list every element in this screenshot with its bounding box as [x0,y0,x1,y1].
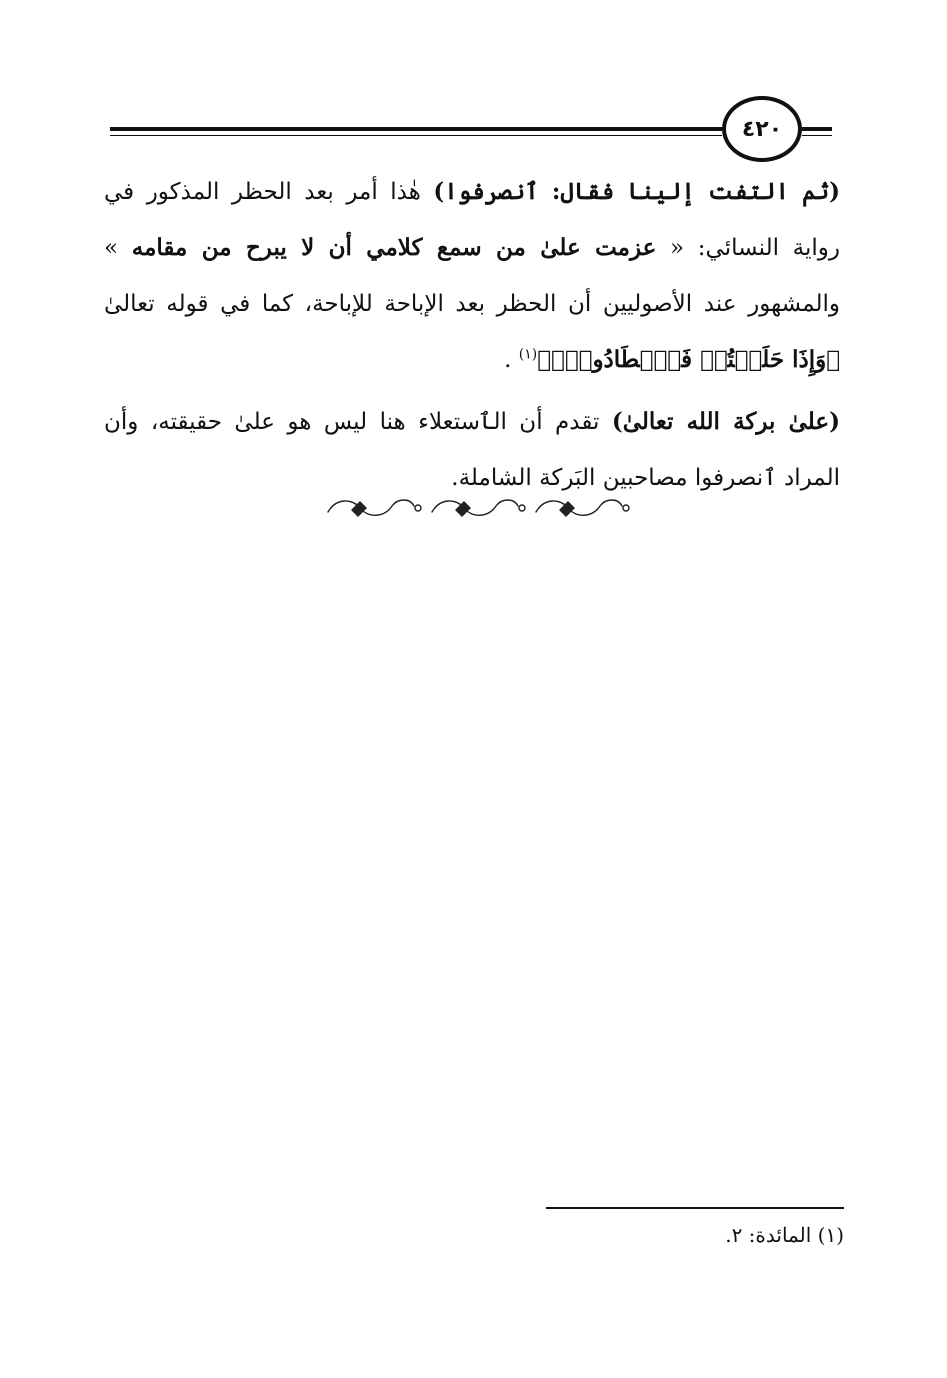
footnote-number: (١) [817,1223,844,1247]
paragraph-text: تقدم أن الٱستعلاء هنا ليس هو علىٰ حقيقته، وأن المراد ٱنصرفوا مصاحبين البَركة الشاملة. [104,409,840,491]
header-rule-right-thin [802,135,832,136]
header-rule-right [802,127,832,131]
ornament-motif [328,500,421,516]
paragraph-text: » والمشهور عند الأصوليين أن الحظر بعد الإباحة للإباحة، كما في قوله تعالىٰ [104,235,840,317]
page-header [110,96,840,168]
page-number-frame [722,96,802,162]
ornament-motif [536,500,629,516]
lead-phrase: (ثم التفت إلينا فقال: ٱنصرفوا) [433,178,840,205]
paragraph-text: هٰذا أمر بعد الحظر المذكور في رواية النسائي: « [104,179,840,261]
footnote-text: المائدة: ٢. [725,1223,812,1247]
quoted-hadith: عزمت علىٰ من سمع كلامي أن لا يبرح من مقامه [131,234,657,261]
section-ornament-icon [322,490,634,524]
paragraph-end: . [504,347,519,373]
header-rule [110,127,722,131]
quran-verse: ﴿وَإِذَا حَلَلۡتُمۡ فَٱصۡطَادُواْۚ﴾ [537,346,840,373]
paragraph-1 [104,164,840,388]
lead-phrase: (علىٰ بركة الله تعالىٰ) [611,408,840,435]
header-rule-thin [110,135,722,136]
footnote [546,1220,844,1250]
footnote-reference: (١) [518,346,538,363]
ornament-motif [432,500,525,516]
page-number: ٤٢٠ [741,116,783,142]
footnote-separator [546,1207,844,1209]
main-text [104,164,840,506]
